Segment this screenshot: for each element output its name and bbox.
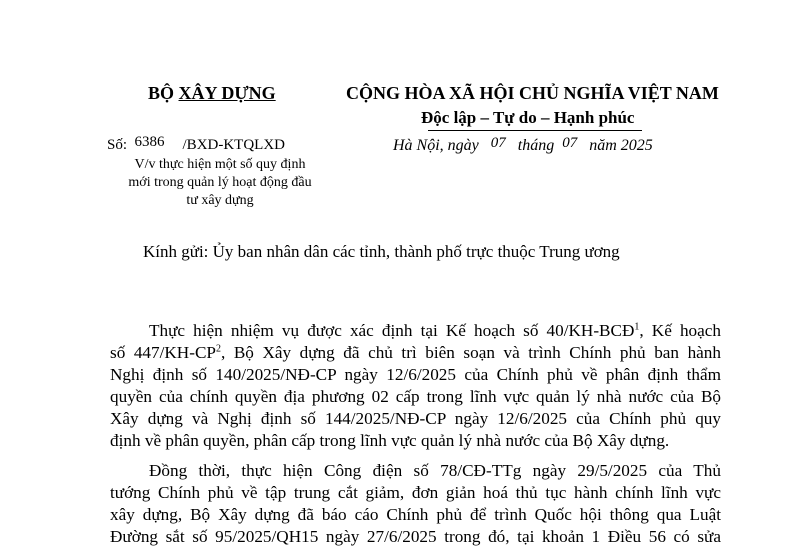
body-paragraph-1 xyxy=(110,320,721,452)
number-label: Số: xyxy=(107,137,128,153)
paragraph-line: xây dựng, Bộ Xây dựng đã báo cáo Chính phủ để trình Quốc hội thông qua Luật xyxy=(110,505,721,524)
paragraph-line: quyền của chính quyền địa phương 02 cấp trong lĩnh vực quản lý nhà nước của Bộ xyxy=(110,387,721,406)
paragraph-line: tướng Chính phủ về tập trung cắt giảm, đơn giản hoá thủ tục hành chính lĩnh vực xyxy=(110,483,721,502)
body-paragraph-2 xyxy=(110,460,721,548)
paragraph-line: số $447/KH-CP^2$, Bộ Xây dựng đã chủ trì biên soạn và trình Chính phủ ban hành xyxy=(110,343,721,362)
motto-underline xyxy=(428,130,642,131)
date-day: 07 xyxy=(490,135,506,151)
recipient-line: Kính gửi: Ủy ban nhân dân các tỉnh, thành phố trực thuộc Trung ương xyxy=(143,242,620,261)
national-motto: Độc lập – Tự do – Hạnh phúc xyxy=(421,108,635,127)
document-number xyxy=(107,134,286,154)
footnote-ref-2[interactable]: 2 xyxy=(215,343,221,355)
subject-line: mới trong quản lý hoạt động đầu xyxy=(128,175,312,190)
issuing-agency xyxy=(148,83,276,104)
paragraph-line: Đường sắt số 95/2025/QH15 ngày 27/6/2025 trong đó, tại khoản 1 Điều 56 có sửa xyxy=(110,527,721,546)
paragraph-line: Xây dựng và Nghị định số 144/2025/NĐ-CP ngày 12/6/2025 của Chính phủ quy xyxy=(110,409,721,428)
paragraph-line: Thực hiện nhiệm vụ được xác định tại Kế hoạch số 40/KH-BCĐ$^1$, Kế hoạch xyxy=(149,321,721,340)
footnote-ref-1[interactable]: 1 xyxy=(634,321,640,333)
date-month: 07 xyxy=(562,135,578,151)
subject-line: tư xây dựng xyxy=(186,193,254,208)
subject-line: V/v thực hiện một số quy định xyxy=(134,157,306,172)
date-line xyxy=(393,137,653,155)
paragraph-line: Nghị định số 140/2025/NĐ-CP ngày 12/6/2025 của Chính phủ về phân định thẩm xyxy=(110,365,721,384)
agency-name-underlined: XÂY DỰNG xyxy=(178,83,276,103)
date-year: năm 2025 xyxy=(589,137,653,154)
paragraph-line: Đồng thời, thực hiện Công điện số 78/CĐ-TTg ngày 29/5/2025 của Thủ xyxy=(149,461,721,480)
date-place: Hà Nội, ngày xyxy=(393,137,479,154)
national-title: CỘNG HÒA XÃ HỘI CHỦ NGHĨA VIỆT NAM xyxy=(346,83,719,103)
number-suffix: /BXD-KTQLXD xyxy=(182,137,286,153)
number-value: 6386 xyxy=(134,134,165,150)
agency-prefix: BỘ xyxy=(148,83,179,103)
paragraph-line: định về phân quyền, phân cấp trong lĩnh vực quản lý nhà nước của Bộ Xây dựng. xyxy=(110,431,670,450)
document-subject xyxy=(105,156,335,210)
date-month-label: tháng xyxy=(517,137,555,154)
